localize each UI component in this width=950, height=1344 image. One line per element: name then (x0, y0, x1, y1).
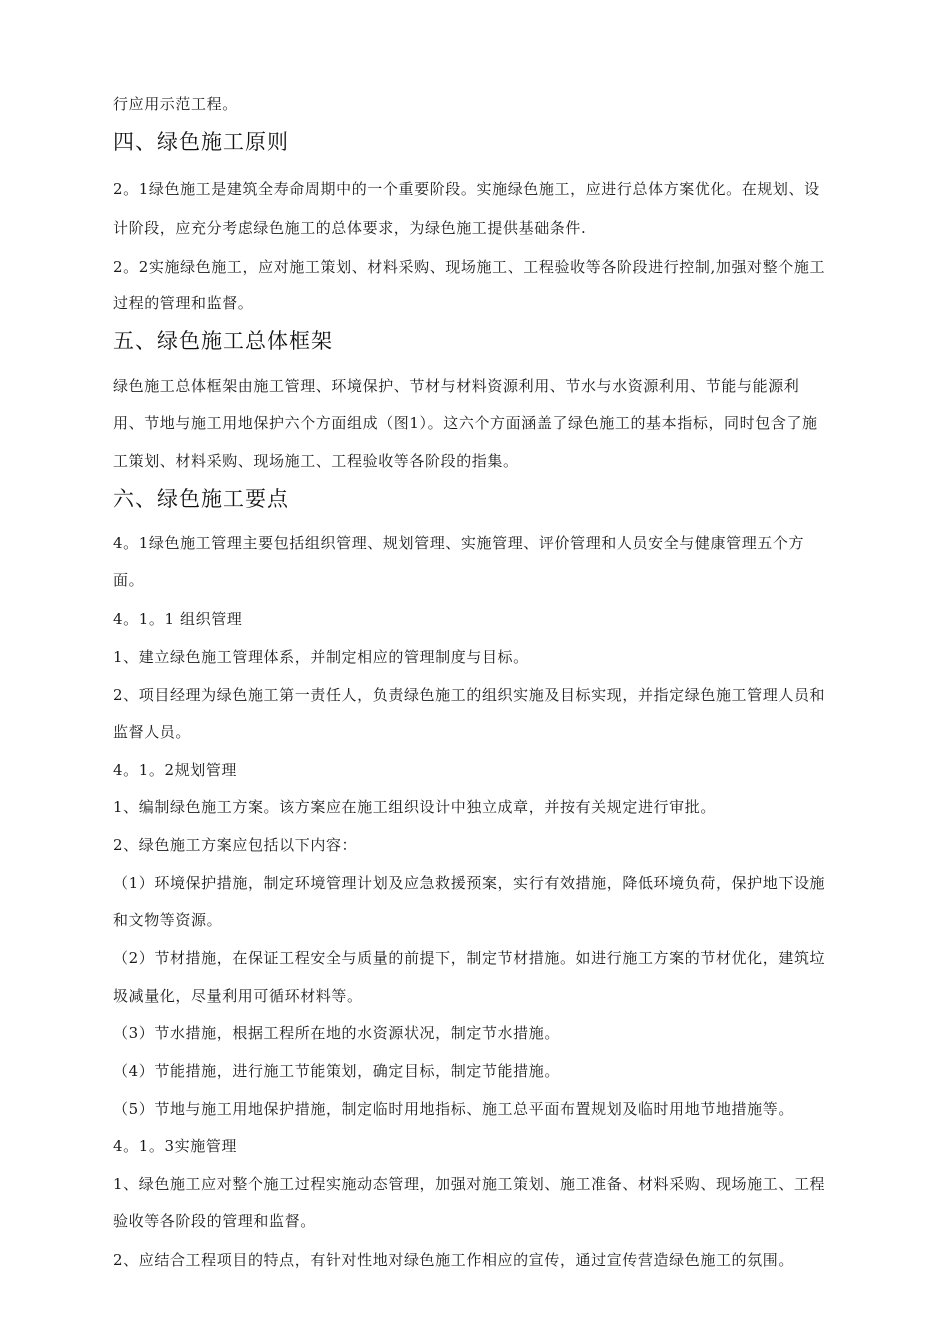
section-heading: 六、绿色施工要点 (113, 487, 289, 511)
section-heading: 四、绿色施工原则 (113, 130, 289, 154)
body-text-line: 监督人员。 (113, 723, 192, 741)
subsection-heading: 4。1。3实施管理 (113, 1137, 238, 1155)
section-heading: 五、绿色施工总体框架 (113, 329, 333, 353)
body-text-line: 验收等各阶段的管理和监督。 (113, 1212, 316, 1230)
body-text-line: 1、编制绿色施工方案。该方案应在施工组织设计中独立成章，并按有关规定进行审批。 (113, 798, 716, 816)
body-text-line: 过程的管理和监督。 (113, 294, 254, 312)
body-text-line: （5）节地与施工用地保护措施，制定临时用地指标、施工总平面布置规划及临时用地节地措施等。 (113, 1100, 794, 1118)
body-text-line: （1）环境保护措施，制定环境管理计划及应急救援预案，实行有效措施，降低环境负荷，保护地下设施 (113, 874, 826, 892)
body-text-line: 2、应结合工程项目的特点，有针对性地对绿色施工作相应的宣传，通过宣传营造绿色施工的氛围。 (113, 1251, 794, 1269)
subsection-heading: 4。1。2规划管理 (113, 761, 238, 779)
body-text-line: 圾减量化，尽量利用可循环材料等。 (113, 987, 363, 1005)
body-text-line: 2。2实施绿色施工，应对施工策划、材料采购、现场施工、工程验收等各阶段进行控制,加强对整个施工 (113, 258, 826, 276)
subsection-heading: 4。1。1 组织管理 (113, 610, 243, 628)
body-text-line: 4。1绿色施工管理主要包括组织管理、规划管理、实施管理、评价管理和人员安全与健康管理五个方 (113, 534, 805, 552)
body-text-line: 2。1绿色施工是建筑全寿命周期中的一个重要阶段。实施绿色施工，应进行总体方案优化。在规划、设 (113, 180, 820, 198)
body-text-line: 用、节地与施工用地保护六个方面组成（图1）。这六个方面涵盖了绿色施工的基本指标，同时包含了施 (113, 414, 818, 432)
body-text-line: 和文物等资源。 (113, 911, 223, 929)
body-text-line: （3）节水措施，根据工程所在地的水资源状况，制定节水措施。 (113, 1024, 560, 1042)
body-text-line: 工策划、材料采购、现场施工、工程验收等各阶段的指集。 (113, 452, 519, 470)
body-text-line: （4）节能措施，进行施工节能策划，确定目标，制定节能措施。 (113, 1062, 560, 1080)
body-text-line: 1、绿色施工应对整个施工过程实施动态管理，加强对施工策划、施工准备、材料采购、现场施工、工程 (113, 1175, 826, 1193)
body-text-line: 1、建立绿色施工管理体系，并制定相应的管理制度与目标。 (113, 648, 529, 666)
body-text-line: 面。 (113, 571, 145, 589)
body-text-line: 2、项目经理为绿色施工第一责任人，负责绿色施工的组织实施及目标实现，并指定绿色施工管理人员和 (113, 686, 826, 704)
body-text-line: 计阶段，应充分考虑绿色施工的总体要求，为绿色施工提供基础条件. (113, 219, 587, 237)
body-text-line: 2、绿色施工方案应包括以下内容： (113, 836, 358, 854)
body-text-line: 绿色施工总体框架由施工管理、环境保护、节材与材料资源利用、节水与水资源利用、节能与能源利 (113, 377, 800, 395)
body-text-line: 行应用示范工程。 (113, 95, 238, 113)
body-text-line: （2）节材措施，在保证工程安全与质量的前提下，制定节材措施。如进行施工方案的节材优化，建筑垃 (113, 949, 826, 967)
